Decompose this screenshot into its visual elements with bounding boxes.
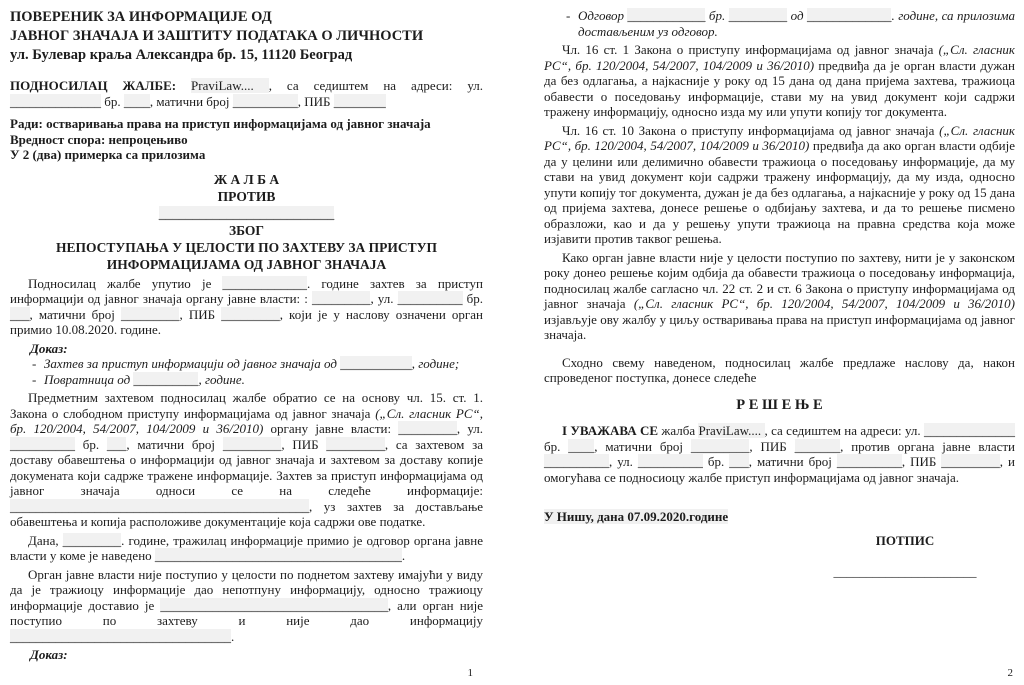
form-field-blank[interactable]: ______________ (10, 93, 101, 109)
evidence-list-item (566, 8, 1015, 39)
text-run: . године, тражилац информације примио је одговор органа јавне власти у коме је наведено (10, 532, 483, 563)
paragraph (544, 250, 1015, 343)
form-field-blank[interactable]: _____________ (806, 8, 892, 23)
text-run: , уз захтев за достављање обавештења и копија расположиве документације која садржи ове податке. (10, 498, 483, 529)
text-run: бр. (462, 291, 483, 306)
page-2-content (544, 8, 1015, 579)
title-line (10, 171, 483, 188)
paragraph (10, 567, 483, 645)
text-run: („Сл. гласник РС“, бр. 120/2004, 54/2007, 104/2009 и 36/2010) (544, 42, 1015, 73)
text-run: , ул. (370, 291, 398, 306)
form-field-blank[interactable]: ______________ (924, 423, 1015, 438)
document-title (10, 171, 483, 273)
form-field-blank[interactable]: ___________ (340, 356, 412, 371)
title-line (10, 188, 483, 205)
case-meta-line: У 2 (два) примерка са прилозима (10, 147, 206, 162)
form-field-blank[interactable]: PraviLaw.... (191, 78, 269, 93)
text-run: („Сл. гласник РС“, бр. 120/2004, 54/2007, 104/2009 и 36/2010) (10, 405, 483, 436)
form-field-blank[interactable]: _________ (311, 291, 371, 306)
text-run: Ж А Л Б А (213, 171, 280, 187)
form-field-blank[interactable]: У Нишу, дана 07.09.2020.године (544, 509, 729, 524)
text-run: , ул. (456, 421, 483, 436)
form-field-blank[interactable]: ___ (729, 454, 749, 469)
paragraph (10, 390, 483, 530)
signature-block (810, 533, 1000, 580)
form-field-blank[interactable]: __________ (232, 93, 298, 109)
form-field-blank[interactable]: _________ (398, 421, 457, 436)
form-field-blank[interactable]: _________ (728, 8, 788, 23)
text-run: , матични број (126, 436, 223, 452)
title-line (10, 222, 483, 239)
page-1-content (10, 8, 483, 663)
text-run: жалба (658, 423, 699, 438)
case-meta-line: Вредност спора: непроцењиво (10, 131, 188, 147)
evidence-label (10, 341, 483, 357)
text-run: бр. (705, 8, 729, 23)
form-field-blank[interactable]: ___ (106, 436, 127, 452)
text-run: , године. (198, 371, 245, 387)
text-run: Подносилац жалбе упутио је (28, 275, 223, 291)
evidence-list-item (32, 372, 483, 388)
applicant-line (10, 78, 483, 109)
form-field-blank[interactable]: ___________________________________ (160, 597, 388, 613)
text-run: , матични број (29, 306, 121, 322)
evidence-list (10, 356, 483, 387)
text-run: Предметним захтевом подносилац жалбе обратио се на основу чл. 15. ст. 1. Закона о слободном приступу информацијама од јавног значаја (10, 390, 483, 421)
form-field-blank[interactable]: _________ (62, 532, 122, 548)
form-field-blank[interactable]: __________________________ (158, 205, 335, 221)
paragraph (544, 42, 1015, 120)
text-run: ПРОТИВ (217, 188, 276, 204)
form-field-blank[interactable]: _______ (794, 438, 841, 454)
recipient-header-line: ПОВЕРЕНИК ЗА ИНФОРМАЦИЈЕ ОД (10, 9, 272, 25)
form-field-blank[interactable]: ___ (10, 306, 30, 322)
text-run: , који је у наслову означени орган примио 10.08.2020. године. (10, 306, 483, 337)
text-run: . (401, 548, 406, 563)
form-field-blank[interactable]: ____________ (627, 8, 706, 23)
form-field-blank[interactable]: _________ (690, 438, 750, 454)
text-run: . године захтев за приступ информацији од јавног значаја органу јавне власти: : (10, 275, 483, 306)
form-field-blank[interactable]: ________ (333, 93, 386, 109)
text-run: , ПИБ (281, 436, 327, 452)
text-run: ЗБОГ (228, 222, 265, 238)
text-run: , ул. (609, 454, 638, 469)
text-run: бр. (702, 454, 730, 469)
evidence-list-item (32, 356, 483, 372)
text-run: предвиђа да ако орган власти одбије да у целини или делимично обавести тражиоца о поседовању информације, да му стави на увид документ који садржи тражену информацију, да му изда, односно упути копију тог документа, дужан је да без одлагања, а најкасније у року од 15 дана од пријема захтева, донесе решење о одбијању захтева, и да то решење писмено образложи, као и да у решењу упути тражиоца на правна средства која може изјавити против таквог решења. (544, 138, 1015, 246)
text-run: , матични број (149, 93, 233, 109)
text-run: Доказ: (30, 340, 68, 356)
text-run: , ПИБ (901, 454, 942, 469)
form-field-blank[interactable]: __________ (836, 454, 902, 469)
paragraph (544, 355, 1015, 386)
page-1-number: 1 (467, 667, 473, 679)
text-run: НЕПОСТУПАЊА У ЦЕЛОСТИ ПО ЗАХТЕВУ ЗА ПРИСТУП ИНФОРМАЦИЈАМА ОД ЈАВНОГ ЗНАЧАЈА (55, 239, 438, 272)
evidence-label (10, 647, 483, 663)
text-run: Сходно свему наведеном, подносилац жалбе предлаже наслову да, након спроведеног поступка, донесе следеће (544, 354, 1015, 385)
form-field-blank[interactable]: PraviLaw.... (698, 423, 765, 438)
form-field-blank[interactable]: __________ (133, 371, 199, 387)
signature-line: ______________________ (833, 564, 977, 579)
text-run: („Сл. гласник РС“, бр. 120/2004, 54/2007, 104/2009 и 36/2010) (544, 122, 1015, 153)
form-field-blank[interactable]: _________ (221, 306, 280, 322)
form-field-blank[interactable]: _____________ (222, 275, 307, 291)
paragraph (10, 533, 483, 564)
text-run: Чл. 16 ст. 1 Закона о приступу информацијама од јавног значаја (562, 42, 939, 57)
form-field-blank[interactable]: _________ (941, 454, 1000, 469)
text-run: , ПИБ (297, 93, 334, 109)
document-page-2 (512, 0, 1024, 685)
signature-label: ПОТПИС (875, 532, 935, 548)
recipient-header-line: ЈАВНОГ ЗНАЧАЈА И ЗАШТИТУ ПОДАТАКА О ЛИЧНОСТИ (10, 28, 424, 44)
case-meta-line: Ради: остваривања права на приступ информацијама од јавног значаја (10, 116, 431, 131)
text-run: Како орган јавне власти није у целости поступио по захтеву, нити је у законском року донео решење којим одбија да обавести тражиоца о поседовању информација, подносилац жалбе сагласно чл. 22 ст. 2 и ст. 6 Закона о приступу информацијама од јавног значаја (544, 249, 1015, 311)
form-field-blank[interactable]: _________ (120, 306, 180, 322)
text-run: Захтев за приступ информацији од јавног значаја од (44, 356, 341, 371)
form-field-blank[interactable]: _________ (222, 436, 282, 452)
text-run: ПОДНОСИЛАЦ ЖАЛБЕ: (10, 78, 192, 93)
form-field-blank[interactable]: __________ (637, 454, 703, 469)
section-heading (544, 398, 1015, 414)
form-field-blank[interactable]: __________ (544, 454, 609, 469)
text-run: бр. (544, 438, 569, 454)
form-field-blank[interactable]: __________________________________ (10, 628, 231, 644)
text-run: („Сл. гласник РС“, бр. 120/2004, 54/2007, 104/2009 и 36/2010) (633, 296, 1015, 311)
text-run: , и омогућава се подносиоцу жалбе приступ информацијама од јавног значаја. (544, 454, 1015, 485)
text-run: бр. (101, 93, 124, 109)
title-line (10, 239, 483, 273)
case-meta (10, 116, 483, 163)
text-run: органу јавне власти: (263, 421, 399, 436)
page-2-number: 2 (1007, 667, 1013, 679)
text-run: , ПИБ (179, 306, 222, 322)
place-date-line (544, 509, 1015, 525)
text-run: предвиђа да је орган власти дужан да без одлагања, а најкасније у року од 15 дана од дана пријема захтева, тражиоца обавести о поседовању информације, стави му на увид документ који садржи тражену информацију, односно изда му или упути копију тог документа. (544, 57, 1015, 119)
paragraph (10, 276, 483, 338)
recipient-address-header (10, 8, 483, 65)
text-run: , са захтевом за доставу обавештења о информацији од јавног значаја и захтевом за доставу копије докумената који садрже тражене информације. Захтев за приступ информацијама од јавног значаја односи се на следеће информације: (10, 436, 484, 498)
text-run: , са седиштем на адреси: ул. (764, 423, 924, 438)
paragraph (544, 123, 1015, 247)
text-run: Повратница од (44, 371, 134, 387)
text-run: , са седиштем на адреси: ул. (268, 78, 483, 93)
text-run: бр. (75, 436, 107, 452)
text-run: , ПИБ (749, 438, 795, 454)
paragraph (544, 423, 1015, 485)
form-field-blank[interactable]: __________ (397, 291, 463, 306)
text-run: I УВАЖАВА СЕ (562, 423, 659, 438)
text-run: од (787, 8, 807, 23)
recipient-header-line: ул. Булевар краља Александра бр. 15, 11120 Београд (10, 47, 353, 63)
text-run: изјављује ову жалбу у циљу остваривања права на приступ информацијама од јавног значаја. (544, 311, 1015, 342)
form-field-blank[interactable]: ______________________________________________ (10, 498, 309, 514)
text-run: , године; (411, 356, 460, 371)
form-field-blank[interactable]: _________ (326, 436, 385, 452)
text-run: Орган јавне власти није поступио у целости по поднетом захтеву имајући у виду да је тражиоцу информације дао непотпуну информацију, односно тражиоцу информације доставио је (10, 566, 483, 613)
form-field-blank[interactable]: __________ (10, 436, 75, 452)
evidence-list (544, 8, 1015, 39)
form-field-blank[interactable]: ____ (123, 93, 150, 109)
text-run: , против органа јавне власти (840, 438, 1015, 454)
text-run: , матични број (748, 454, 837, 469)
title-line (10, 205, 483, 222)
text-run: Дана, (28, 532, 63, 548)
text-run: Чл. 16 ст. 10 Закона о приступу информацијама од јавног значаја (562, 122, 940, 138)
text-run: . (231, 628, 235, 644)
text-run: Доказ: (30, 647, 68, 662)
text-run: Одговор (578, 8, 628, 23)
text-run: , матични број (594, 438, 691, 454)
text-run: Р Е Ш Е Њ Е (736, 396, 823, 413)
text-run: , али орган није поступио по захтеву и није дао информацију (10, 597, 484, 628)
form-field-blank[interactable]: ______________________________________ (154, 548, 402, 563)
text-run: . године, са прилозима достављеним уз одговор. (578, 8, 1015, 39)
form-field-blank[interactable]: ____ (568, 438, 595, 454)
